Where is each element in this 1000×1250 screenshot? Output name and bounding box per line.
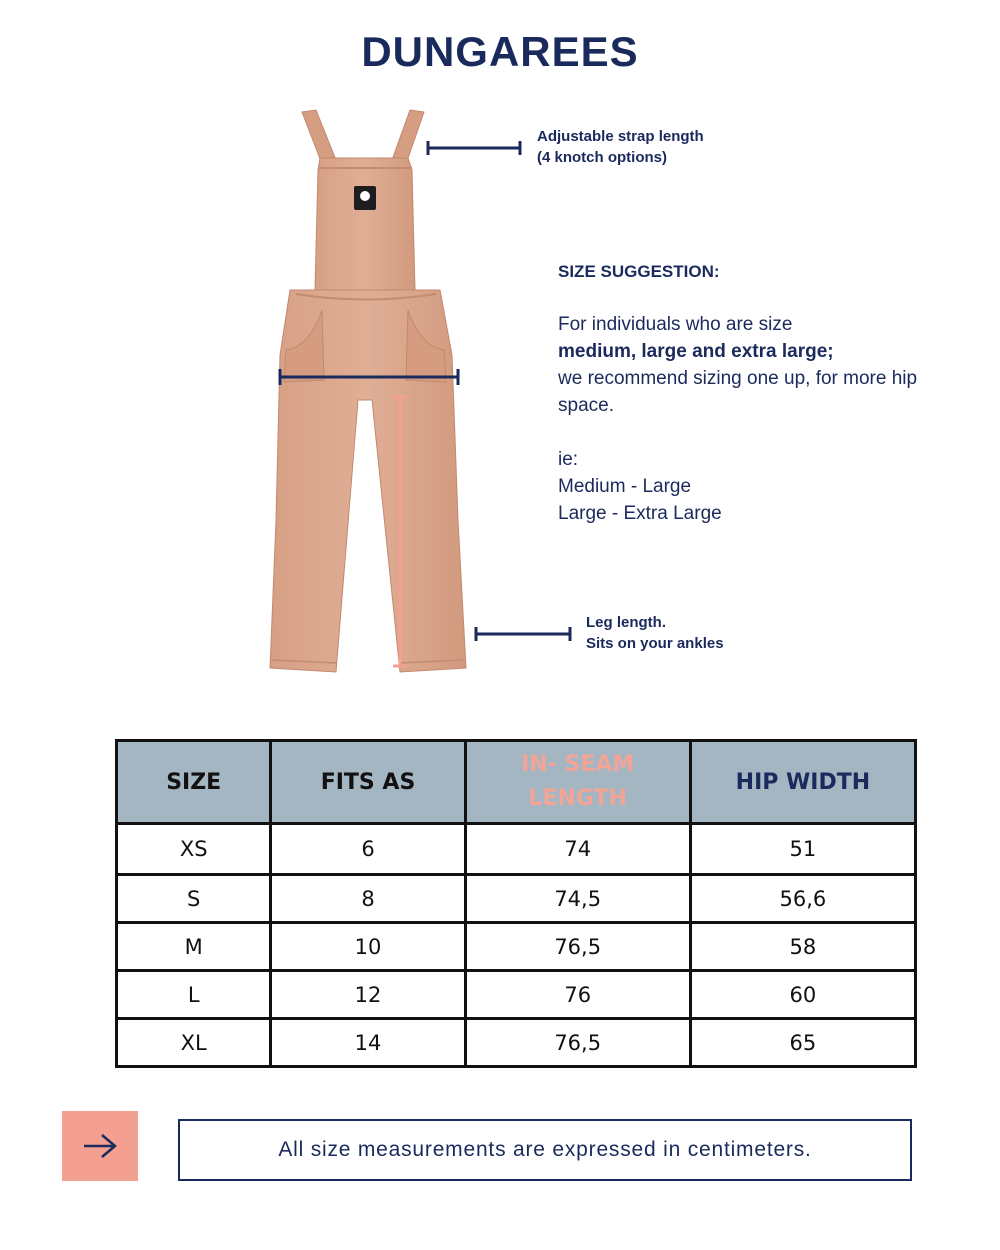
cell-size: M [117,923,271,971]
suggestion-example-2: Large - Extra Large [558,503,722,524]
leg-annotation-line1: Leg length. [586,614,666,631]
cell-inseam: 74 [465,824,690,875]
strap-annotation-line2: (4 knotch options) [537,149,667,166]
size-suggestion-text [558,311,938,419]
table-row [117,1019,916,1067]
cell-hip: 65 [690,1019,915,1067]
cell-fits: 14 [271,1019,465,1067]
leg-annotation [586,612,724,654]
leg-annotation-line2: Sits on your ankles [586,635,724,652]
suggestion-intro: For individuals who are size [558,314,793,335]
size-table [115,739,917,1068]
cell-hip: 60 [690,971,915,1019]
cell-size: S [117,875,271,923]
suggestion-bold: medium, large and extra large; [558,341,834,362]
strap-measure-line [424,138,524,158]
table-row [117,824,916,875]
cell-inseam: 76 [465,971,690,1019]
measurement-note: All size measurements are expressed in centimeters. [178,1119,912,1181]
cell-fits: 12 [271,971,465,1019]
arrow-right-icon [80,1131,120,1161]
suggestion-example-1: Medium - Large [558,476,692,497]
dungarees-image [240,100,500,690]
header-inseam-line2: LENGTH [528,786,627,811]
table-row [117,923,916,971]
cell-size: XL [117,1019,271,1067]
leg-measure-line [472,624,574,644]
table-header-row [117,741,916,824]
cell-hip: 51 [690,824,915,875]
cell-inseam: 76,5 [465,1019,690,1067]
header-inseam-line1: IN- SEAM [521,752,635,777]
cell-fits: 6 [271,824,465,875]
cell-hip: 58 [690,923,915,971]
header-fits-as: FITS AS [271,741,465,824]
suggestion-rest: we recommend sizing one up, for more hip space. [558,368,918,416]
header-size: SIZE [117,741,271,824]
table-row [117,971,916,1019]
arrow-button[interactable] [62,1111,138,1181]
size-suggestion [558,258,938,527]
suggestion-ie: ie: [558,449,579,470]
cell-size: L [117,971,271,1019]
cell-fits: 8 [271,875,465,923]
cell-fits: 10 [271,923,465,971]
cell-inseam: 76,5 [465,923,690,971]
header-inseam [465,741,690,824]
size-suggestion-heading: SIZE SUGGESTION: [558,262,720,281]
strap-annotation-line1: Adjustable strap length [537,128,704,145]
cell-inseam: 74,5 [465,875,690,923]
strap-annotation [537,126,704,168]
table-row [117,875,916,923]
cell-size: XS [117,824,271,875]
header-hip-width: HIP WIDTH [690,741,915,824]
cell-hip: 56,6 [690,875,915,923]
page-title: DUNGAREES [361,28,639,75]
